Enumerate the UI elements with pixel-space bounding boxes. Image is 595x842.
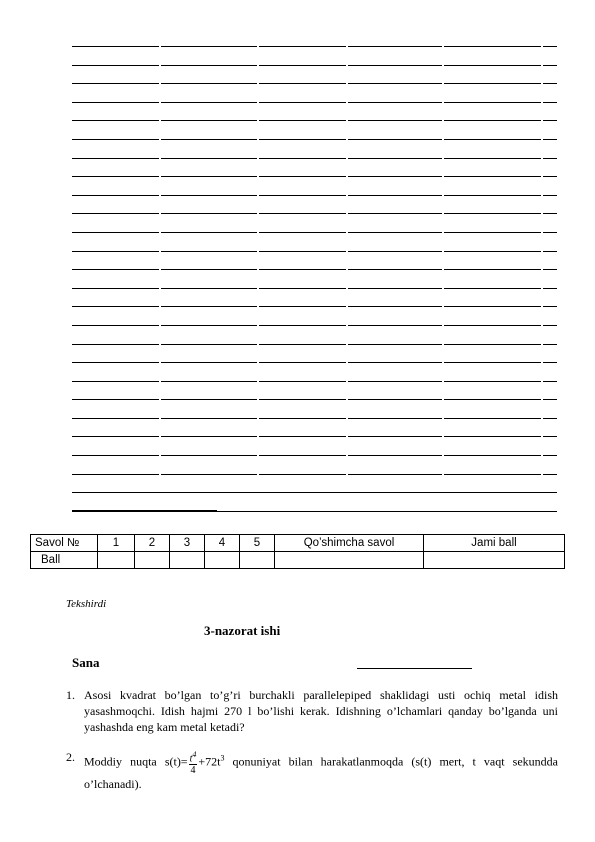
answer-lines [72, 46, 557, 512]
answer-line [72, 83, 557, 84]
score-cell[interactable] [98, 552, 135, 569]
score-header-cell: 2 [135, 535, 170, 552]
score-cell[interactable] [135, 552, 170, 569]
score-cell[interactable] [170, 552, 205, 569]
task-list [66, 687, 558, 792]
task-text: Asosi kvadrat bo’lgan to’g’ri burchakli parallelepiped shaklidagi usti ochiq metal idish yasashmoqchi. Idish hajmi 270 l bo’lishi kerak. Idishning o’lchamlari qanday bo’lganda uni yashashda eng kam metal ketadi? [84, 688, 558, 734]
answer-line [72, 455, 557, 456]
answer-line [72, 120, 557, 121]
answer-line [72, 139, 557, 140]
score-header-cell: 4 [205, 535, 240, 552]
score-table-row [31, 552, 565, 569]
answer-line [72, 399, 557, 400]
date-label: Sana [72, 655, 100, 670]
answer-line [72, 176, 557, 177]
frac-denominator: 4 [190, 765, 196, 777]
score-header-cell: Qo’shimcha savol [275, 535, 424, 552]
task-text: qonuniyat bilan harakatlanmoqda (s(t) mert, t vaqt sekundda o’lchanadi). [84, 754, 558, 792]
score-header-cell: 3 [170, 535, 205, 552]
task-item [66, 687, 558, 735]
formula-fraction [189, 749, 198, 776]
score-cell[interactable] [424, 552, 565, 569]
answer-line [72, 306, 557, 307]
answer-line [72, 492, 557, 493]
answer-line [72, 158, 557, 159]
task-number: 2. [66, 750, 75, 764]
score-table [30, 534, 565, 569]
answer-line [72, 288, 557, 289]
task-number: 1. [66, 688, 75, 702]
score-cell[interactable] [275, 552, 424, 569]
page-title: 3-nazorat ishi [204, 623, 281, 638]
answer-line [72, 102, 557, 103]
date-line [357, 668, 472, 669]
answer-line [72, 195, 557, 196]
answer-line [72, 344, 557, 345]
frac-numerator: t [189, 753, 193, 765]
task-item [66, 749, 558, 792]
answer-line [72, 46, 557, 47]
formula-term-exp: 3 [220, 753, 225, 763]
frac-numerator-exp: 4 [192, 750, 197, 759]
score-header-cell: Jami ball [424, 535, 565, 552]
score-header-cell: 1 [98, 535, 135, 552]
score-header-cell: 5 [240, 535, 275, 552]
answer-line [72, 325, 557, 326]
answer-line [72, 474, 557, 475]
task-text: Moddiy nuqta s(t)= [84, 754, 188, 769]
answer-line [72, 65, 557, 66]
answer-line [72, 436, 557, 437]
answer-line [72, 269, 557, 270]
answer-line [72, 232, 557, 233]
score-cell[interactable] [240, 552, 275, 569]
checked-by-label: Tekshirdi [66, 598, 107, 610]
formula-term: +72t [198, 754, 221, 769]
answer-line [72, 362, 557, 363]
score-cell[interactable] [205, 552, 240, 569]
answer-line [72, 381, 557, 382]
answer-line [72, 418, 557, 419]
answer-line-short [72, 510, 217, 511]
score-row-label: Ball [31, 552, 98, 569]
answer-line [72, 251, 557, 252]
score-table-header [31, 535, 565, 552]
score-header-cell: Savol № [31, 535, 98, 552]
answer-line [72, 213, 557, 214]
